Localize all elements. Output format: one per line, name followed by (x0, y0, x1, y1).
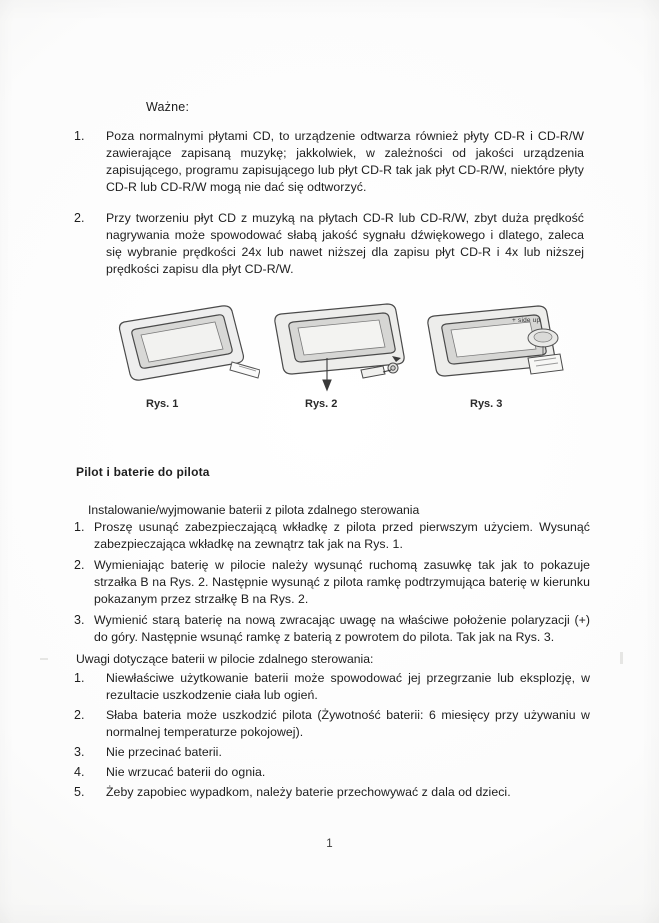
list-item-text: Przy tworzeniu płyt CD z muzyką na płytach CD-R lub CD-R/W, zbyt duża prędkość nagrywania może spowodować słabą jakość sygnału dźwiękowego i dlatego, zaleca się wybranie prędkości 24x lub nawet niższej dla zapisu płyt CD-R i 4x lub niższej prędkości zapisu dla płyt CD-R/W. (106, 211, 584, 276)
list-item-number: 1. (74, 671, 85, 685)
list-item-number: 4. (74, 765, 85, 779)
list-item-text: Proszę usunąć zabezpieczającą wkładkę z pilota przed pierwszym użyciem. Wysunąć zabezpieczająca wkładkę na zewnątrz tak jak na Rys. 1. (94, 520, 590, 551)
list-item (74, 764, 590, 781)
list-item-number: 3. (74, 613, 85, 627)
figure-1-remote-pull-tab (110, 302, 260, 392)
figure-caption-2: Rys. 2 (305, 398, 338, 410)
section-title-remote: Pilot i baterie do pilota (76, 465, 210, 479)
list-item (74, 128, 584, 196)
list-item-number: 2. (74, 708, 85, 722)
list-item-number: 1. (74, 520, 85, 534)
battery-notes-list (74, 670, 590, 804)
remote-instructions-list (74, 519, 590, 650)
section-subtitle-remote: Instalowanie/wyjmowanie baterii z pilota zdalnego sterowania (88, 503, 420, 517)
list-item-text: Słaba bateria może uszkodzić pilota (Żywotność baterii: 6 miesięcy przy używaniu w normalnej temperaturze pokojowej). (106, 708, 590, 739)
scan-smudge (620, 652, 623, 664)
list-item (74, 210, 584, 278)
list-item (74, 744, 590, 761)
page-number (0, 838, 659, 850)
figure-3-battery-insert (420, 296, 580, 406)
list-item-number: 5. (74, 785, 85, 799)
intro-list (74, 128, 584, 292)
list-item-number: 2. (74, 211, 85, 225)
list-item (74, 670, 590, 704)
list-item (74, 519, 590, 553)
list-item-text: Wymienić starą baterię na nową zwracając uwagę na właściwe położenie polaryzacji (+) do góry. Następnie wsunąć ramkę z baterią z powrotem do pilota. Tak jak na Rys. 3. (94, 613, 590, 644)
list-item-text: Żeby zapobiec wypadkom, należy baterie przechowywać z dala od dzieci. (106, 785, 511, 799)
figure-captions (100, 398, 570, 414)
list-item-number: 2. (74, 558, 85, 572)
page-number-value: 1 (326, 838, 333, 850)
list-item-text: Poza normalnymi płytami CD, to urządzenie odtwarza również płyty CD-R i CD-R/W zawierające zapisaną muzykę; jakkolwiek, w zależności od jakości urządzenia zapisującego, programu zapisującego lub płyt CD-R tak jak płyt CD-R/W, niektóre płyty CD-R lub CD-R/W mogą nie dać się odtworzyć. (106, 129, 584, 194)
list-item (74, 707, 590, 741)
page-title: Ważne: (146, 100, 190, 114)
list-item-number: 3. (74, 745, 85, 759)
figure-caption-1: Rys. 1 (146, 398, 179, 410)
section-title-battery-notes: Uwagi dotyczące baterii w pilocie zdalnego sterowania: (76, 652, 374, 666)
scan-smudge (40, 658, 48, 660)
list-item-number: 1. (74, 129, 85, 143)
list-item-text: Nie wrzucać baterii do ognia. (106, 765, 266, 779)
figure-2-remote-slide-arrows (265, 298, 425, 398)
figure-caption-3: Rys. 3 (470, 398, 503, 410)
list-item-text: Niewłaściwe użytkowanie baterii może spowodować jej przegrzanie lub eksplozję, w rezultacie uszkodzenie ciała lub ogień. (106, 671, 590, 702)
list-item (74, 784, 590, 801)
list-item (74, 612, 590, 646)
list-item (74, 557, 590, 608)
list-item-text: Wymieniając baterię w pilocie należy wysunąć ruchomą zasuwkę tak jak to pokazuje strzałka B na Rys. 2. Następnie wysunąć z pilota ramkę podtrzymująca baterię w kierunku pokazanym przez strzałkę B na Rys. 2. (94, 558, 590, 606)
figure-3-side-up-label: + side up (512, 317, 541, 324)
list-item-text: Nie przecinać baterii. (106, 745, 222, 759)
